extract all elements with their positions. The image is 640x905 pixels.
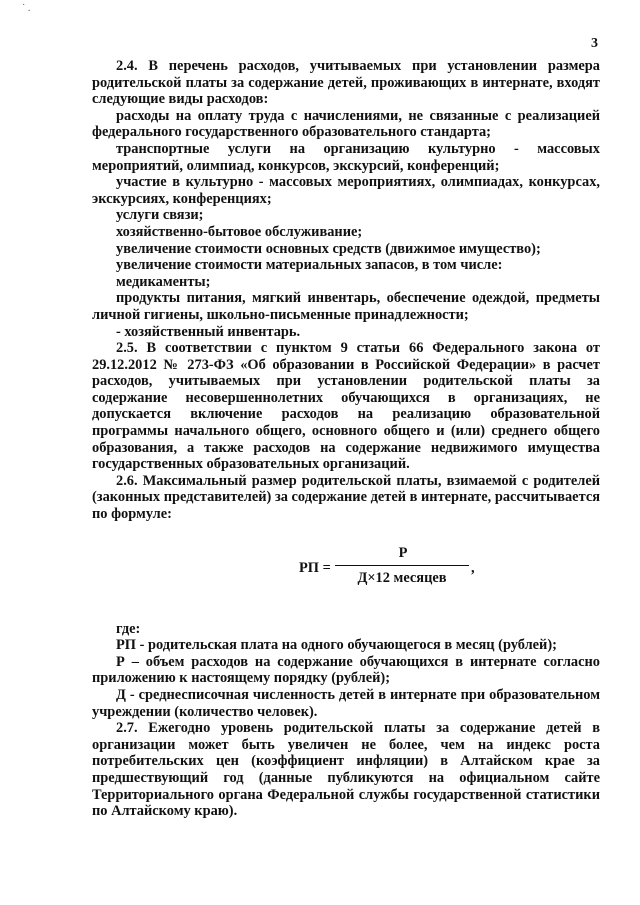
expense-item-household: хозяйственно-бытовое обслуживание; (116, 223, 363, 240)
paragraph-2-6: 2.6. Максимальный размер родительской платы, взимаемой с родителей (законных представителей) за содержание детей в интернате, рассчитывается по формуле: (92, 472, 600, 523)
expense-item-fixed-assets: увеличение стоимости основных средств (движимое имущество); (116, 240, 541, 257)
paragraph-2-5: 2.5. В соответствии с пунктом 9 статьи 66 Федерального закона от 29.12.2012 № 273-ФЗ «Об образовании в Российской Федерации» в расчет расходов, учитываемых при установлении родительской платы за содержание несовершеннолетних обучающихся в организациях, не допускается включение расходов на реализацию образовательной программы начального общего, основного общего и (или) среднего общего образования, а также расходов на содержание недвижимого имущества государственных образовательных организаций. (92, 340, 600, 473)
formula-comma: , (471, 559, 475, 576)
expense-item-labor: расходы на оплату труда с начислениями, не связанные с реализацией федерального государственного образовательного стандарта; (92, 107, 600, 141)
paragraph-2-4: 2.4. В перечень расходов, учитываемых при установлении размера родительской платы за содержание детей, проживающих в интернате, входят следующие виды расходов: (92, 58, 600, 108)
formula-lhs: РП = (299, 559, 331, 576)
expense-item-medicine: медикаменты; (116, 273, 211, 290)
fraction-bar (335, 565, 469, 566)
formula-numerator: Р (398, 544, 408, 561)
formula-denominator: Д×12 месяцев (357, 569, 447, 586)
page-number: 3 (591, 36, 598, 51)
expense-item-transport: транспортные услуги на организацию культурно - массовых мероприятий, олимпиад, конкурсов, экскурсий, конференций; (92, 140, 600, 174)
paragraph-2-7: 2.7. Ежегодно уровень родительской платы за содержание детей в организации может быть увеличен не более, чем на индекс роста потребительских цен (коэффициент инфляции) в Алтайском крае за предшествующий год (данные публикуются на официальном сайте Территориального органа Федеральной службы государственной статистики по Алтайскому краю). (92, 720, 600, 820)
legend-d: Д - среднесписочная численность детей в интернате при образовательном учреждении (количество человек). (92, 687, 600, 720)
legend-rp: РП - родительская плата на одного обучающегося в месяц (рублей); (116, 637, 557, 654)
expense-item-materials: увеличение стоимости материальных запасов, в том числе: (116, 257, 503, 274)
fee-formula (92, 545, 600, 597)
expense-item-food: продукты питания, мягкий инвентарь, обеспечение одеждой, предметы личной гигиены, школьно-письменные принадлежности; (92, 290, 600, 323)
expense-item-inventory: - хозяйственный инвентарь. (116, 323, 301, 340)
legend-heading: где: (116, 620, 141, 637)
corner-marks: ˙ . (22, 3, 31, 14)
document-body (92, 58, 600, 820)
expense-item-events: участие в культурно - массовых мероприятиях, олимпиадах, конкурсах, экскурсиях, конференциях; (92, 174, 600, 207)
legend-r: Р – объем расходов на содержание обучающихся в интернате согласно приложению к настоящему порядку (рублей); (92, 653, 600, 687)
expense-item-communication: услуги связи; (116, 207, 204, 224)
